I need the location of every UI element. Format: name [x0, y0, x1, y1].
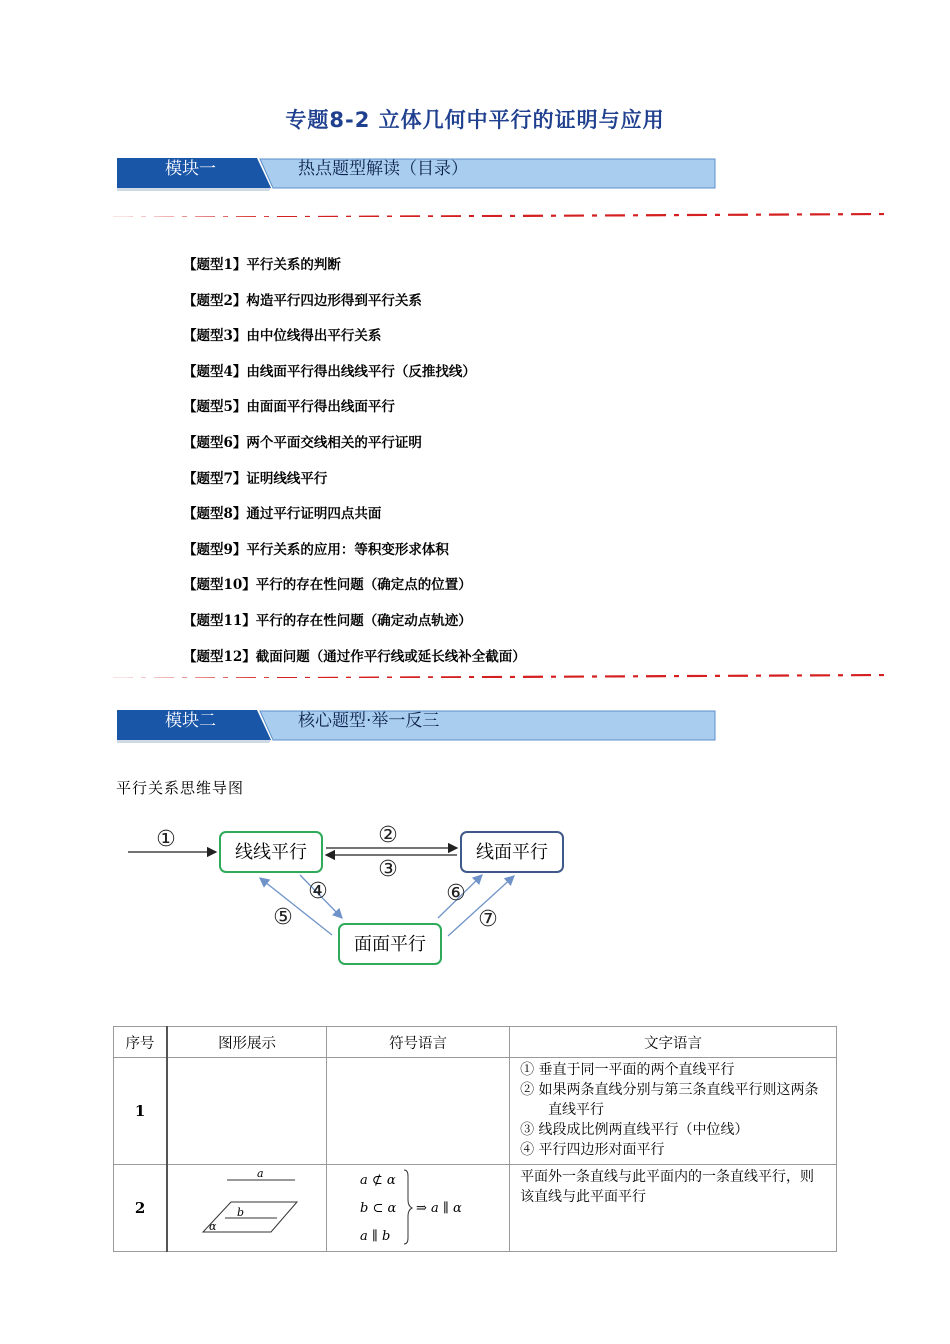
module1-heading: 热点题型解读（目录） — [298, 159, 468, 179]
line-plane-figure — [169, 1166, 325, 1246]
toc-item[interactable]: 【题型11】平行的存在性问题（确定动点轨迹） — [183, 612, 472, 629]
symbol-result: ⇒ a ∥ α — [416, 1201, 462, 1216]
mindmap-diagram — [120, 812, 580, 972]
mark-3: ③ — [378, 857, 398, 882]
symbol-line: a ⊄ α — [360, 1173, 396, 1188]
text-cell — [510, 1058, 837, 1165]
row-number: 1 — [114, 1058, 168, 1165]
node-plane-plane: 面面平行 — [354, 934, 426, 955]
row-number: 2 — [114, 1165, 168, 1252]
page-title: 专题8-2 立体几何中平行的证明与应用 — [285, 108, 665, 132]
list-item: ② 如果两条直线分别与第三条直线平行则这两条直线平行 — [520, 1082, 819, 1118]
fig-label-a: a — [257, 1167, 264, 1180]
mark-6: ⑥ — [446, 881, 466, 906]
header-cell: 符号语言 — [327, 1027, 510, 1058]
toc-list — [183, 253, 526, 680]
text-cell: 平面外一条直线与此平面内的一条直线平行，则该直线与此平面平行 — [510, 1165, 837, 1252]
toc-item[interactable]: 【题型7】证明线线平行 — [183, 470, 328, 487]
mark-5: ⑤ — [273, 905, 293, 930]
toc-item[interactable]: 【题型2】构造平行四边形得到平行关系 — [183, 292, 422, 309]
list-item: ④ 平行四边形对面平行 — [520, 1142, 665, 1158]
table-header-row — [114, 1027, 837, 1058]
symbol-line: b ⊂ α — [360, 1201, 397, 1216]
module2-heading: 核心题型·举一反三 — [298, 711, 440, 731]
mark-4: ④ — [308, 879, 328, 904]
symbol-cell — [327, 1058, 510, 1165]
node-line-plane: 线面平行 — [476, 842, 548, 863]
module2-banner — [117, 710, 717, 744]
module1-tag: 模块一 — [165, 159, 216, 179]
node-line-line: 线线平行 — [235, 842, 307, 863]
toc-item[interactable]: 【题型6】两个平面交线相关的平行证明 — [183, 434, 422, 451]
header-cell: 图形展示 — [167, 1027, 327, 1058]
header-cell: 序号 — [114, 1027, 168, 1058]
table-row — [114, 1058, 837, 1165]
toc-item[interactable]: 【题型1】平行关系的判断 — [183, 257, 341, 273]
list-item: ③ 线段成比例两直线平行（中位线） — [520, 1122, 749, 1138]
toc-item[interactable]: 【题型12】截面问题（通过作平行线或延长线补全截面） — [183, 648, 526, 665]
figure-cell — [167, 1058, 327, 1165]
figure-cell — [167, 1165, 327, 1252]
module1-banner — [117, 158, 717, 192]
symbol-expression — [328, 1166, 508, 1246]
toc-item[interactable]: 【题型9】平行关系的应用：等积变形求体积 — [183, 541, 449, 558]
fig-label-alpha: α — [209, 1220, 217, 1233]
header-cell: 文字语言 — [510, 1027, 837, 1058]
toc-item[interactable]: 【题型5】由面面平行得出线面平行 — [183, 399, 395, 416]
list-item: ① 垂直于同一平面的两个直线平行 — [520, 1062, 735, 1078]
mark-1: ① — [156, 827, 176, 852]
toc-item[interactable]: 【题型10】平行的存在性问题（确定点的位置） — [183, 577, 472, 594]
red-dash-divider — [113, 674, 886, 678]
toc-item[interactable]: 【题型3】由中位线得出平行关系 — [183, 328, 382, 345]
mark-7: ⑦ — [478, 907, 498, 932]
mark-2: ② — [378, 823, 398, 848]
parallel-table — [113, 1026, 837, 1252]
toc-item[interactable]: 【题型4】由线面平行得出线线平行（反推找线） — [183, 363, 476, 380]
red-dash-divider — [113, 213, 886, 217]
table-row — [114, 1165, 837, 1252]
module2-tag: 模块二 — [165, 711, 216, 731]
toc-item[interactable]: 【题型8】通过平行证明四点共面 — [183, 506, 382, 523]
symbol-cell — [327, 1165, 510, 1252]
fig-label-b: b — [237, 1206, 245, 1219]
symbol-line: a ∥ b — [360, 1229, 391, 1244]
mindmap-caption: 平行关系思维导图 — [116, 779, 245, 797]
